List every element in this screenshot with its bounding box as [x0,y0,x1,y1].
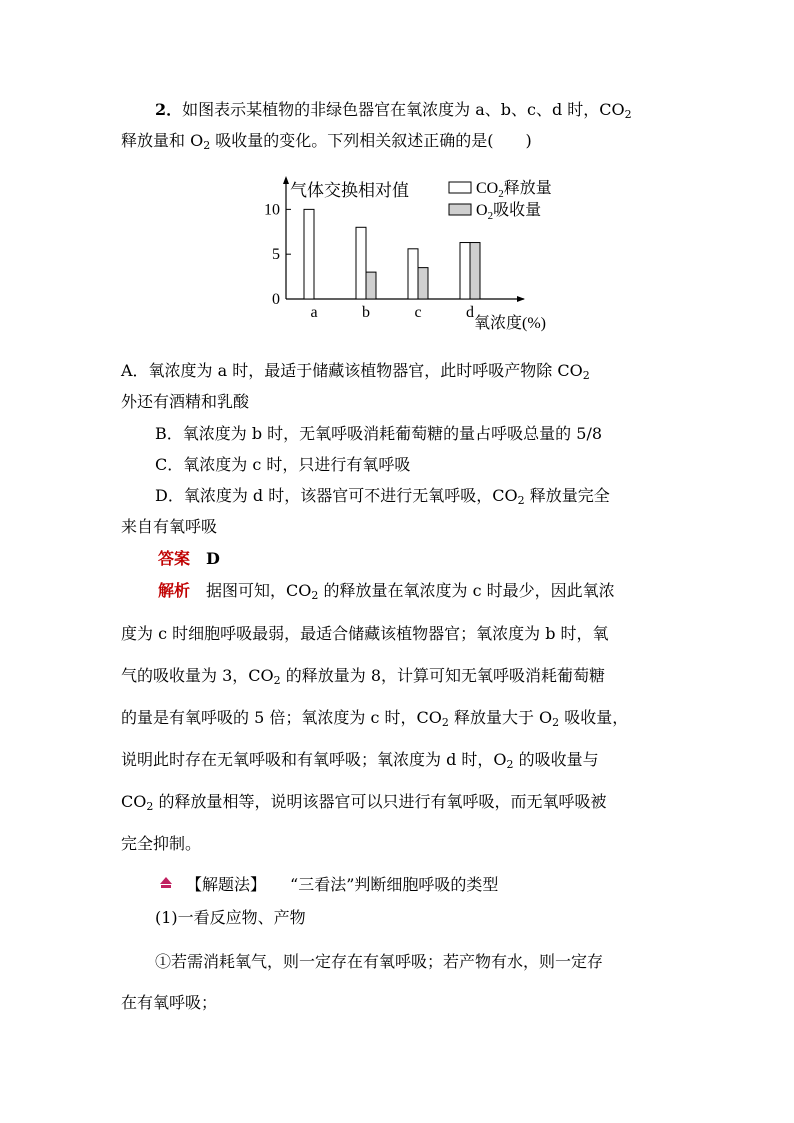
analysis-text: 的释放量在氧浓度为 c 时最少，因此氧浓 [318,581,615,600]
option-d-line-1 [155,486,715,511]
x-tick-label: a [310,304,318,321]
answer-label: 答案 [158,549,191,568]
question-number: 2． [155,100,183,119]
method-heading-title: “三看法”判断细胞呼吸的类型 [290,875,499,894]
question-text-2b: 吸收量的变化。下列相关叙述正确的是( ) [210,131,532,150]
analysis-line-1 [158,581,718,606]
question-line-2 [121,131,681,156]
x-axis-arrow [517,296,525,302]
analysis-text: 的释放量为 8，计算可知无氧呼吸消耗葡萄糖 [280,666,605,685]
option-a-line-1 [121,361,681,386]
analysis-label: 解析 [158,581,191,600]
analysis-text: 吸收量， [559,708,629,727]
method-heading [186,875,746,895]
y-tick-label: 0 [272,291,280,308]
chart-title: 气体交换相对值 [290,181,409,200]
bar-o2-c [418,268,428,299]
x-tick-label: b [362,304,370,321]
option-c: C．氧浓度为 c 时，只进行有氧呼吸 [155,455,411,474]
method-item-1: (1)一看反应物、产物 [155,908,306,927]
subscript: 2 [203,139,211,152]
subscript: 2 [517,494,525,507]
analysis-line-4 [121,708,681,733]
y-tick-label: 5 [272,246,280,264]
analysis-text: 说明此时存在无氧呼吸和有氧呼吸；氧浓度为 d 时，O [121,750,507,769]
answer-value: D [206,549,220,568]
x-axis-label: 氧浓度(%) [474,315,546,332]
chart-legend [449,179,552,222]
option-d-text: D．氧浓度为 d 时，该器官可不进行无氧呼吸，CO [155,486,518,505]
bar-o2-b [366,272,376,299]
answer-line [158,549,718,569]
chart-bars [304,209,480,299]
analysis-text: 气的吸收量为 3，CO [121,666,274,685]
subscript: 2 [624,108,632,121]
analysis-text: 据图可知，CO [190,581,312,600]
option-a-text: A．氧浓度为 a 时，最适于储藏该植物器官，此时呼吸产物除 CO [121,361,583,380]
legend-label: $CO_2$释放量 [476,180,552,200]
analysis-text: 的吸收量与 [513,750,599,769]
legend-swatch [449,182,471,193]
subscript: 2 [441,716,449,729]
method-item-3: 在有氧呼吸； [121,993,218,1012]
graduation-cap-icon [159,876,173,890]
analysis-line-6 [121,792,681,817]
subscript: 2 [273,674,281,687]
legend-label: $O_2$吸收量 [476,202,542,222]
subscript: 2 [311,589,319,602]
chart-ticks [264,201,474,321]
analysis-line-5 [121,750,681,775]
question-text-1: 如图表示某植物的非绿色器官在氧浓度为 a、b、c、d 时，CO [182,100,625,119]
subscript: 2 [506,758,514,771]
subscript: 2 [582,369,590,382]
y-axis-arrow [283,176,289,184]
bar-co2-b [356,227,366,299]
option-d-text-b: 释放量完全 [524,486,610,505]
subscript: 2 [146,800,154,813]
analysis-text: 的量是有氧呼吸的 5 倍；氧浓度为 c 时，CO [121,708,442,727]
subscript: 2 [552,716,560,729]
legend-swatch [449,204,471,215]
y-tick-label: 10 [264,201,280,219]
x-tick-label: c [414,304,422,321]
analysis-line-2: 度为 c 时细胞呼吸最弱，最适合储藏该植物器官；氧浓度为 b 时，氧 [121,624,609,643]
bar-co2-c [408,249,418,299]
question-line-1 [155,100,715,125]
option-d-line-2: 来自有氧呼吸 [121,517,218,536]
option-b: B．氧浓度为 b 时，无氧呼吸消耗葡萄糖的量占呼吸总量的 5/8 [155,424,603,443]
analysis-text: CO [121,792,147,811]
gas-exchange-bar-chart [252,170,588,340]
bar-co2-d [460,243,470,299]
option-a-line-2: 外还有酒精和乳酸 [121,392,250,411]
method-heading-label: 【解题法】 [186,875,259,894]
bar-co2-a [304,209,314,299]
analysis-line-7: 完全抑制。 [121,834,202,853]
bar-o2-d [470,243,480,299]
x-tick-label: d [466,304,474,321]
analysis-text: 释放量大于 O [448,708,553,727]
analysis-text: 的释放量相等，说明该器官可以只进行有氧呼吸，而无氧呼吸被 [153,792,607,811]
question-text-2a: 释放量和 O [121,131,204,150]
method-item-2: ①若需消耗氧气，则一定存在有氧呼吸；若产物有水，则一定存 [155,952,604,971]
analysis-line-3 [121,666,681,691]
